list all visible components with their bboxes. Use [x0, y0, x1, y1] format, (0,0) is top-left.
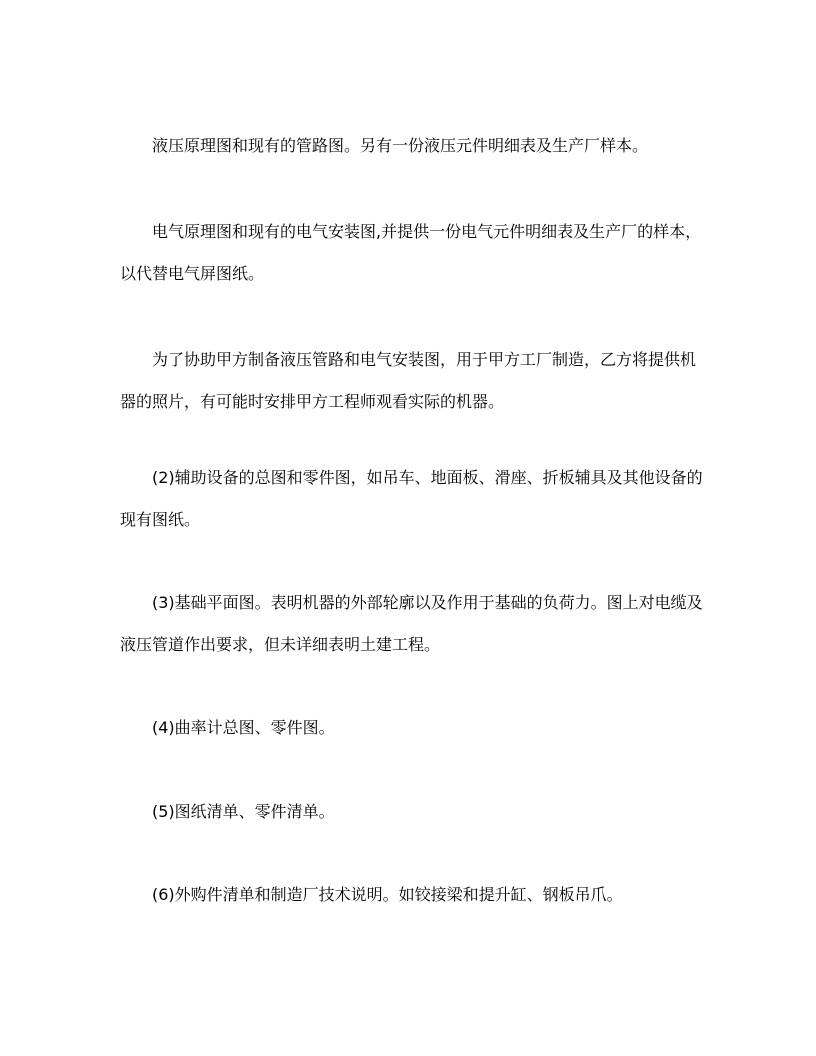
- paragraph-electrical-diagram: [120, 211, 700, 295]
- paragraph-line: 液压管道作出要求，但未详细表明土建工程。: [120, 635, 441, 654]
- paragraph-line: 电气原理图和现有的电气安装图,并提供一份电气元件明细表及生产厂的样本，: [152, 222, 702, 241]
- paragraph-line: 液压原理图和现有的管路图。另有一份液压元件明细表及生产厂样本。: [152, 136, 649, 155]
- paragraph-hydraulic-diagram: [120, 125, 700, 167]
- paragraph-line: 以代替电气屏图纸。: [120, 264, 265, 283]
- paragraph-item-5: [120, 791, 700, 833]
- paragraph-line: 现有图纸。: [120, 510, 201, 529]
- paragraph-photos: [120, 339, 700, 423]
- paragraph-line: 为了协助甲方制备液压管路和电气安装图，用于甲方工厂制造，乙方将提供机: [152, 350, 697, 369]
- paragraph-line: (2)辅助设备的总图和零件图，如吊车、地面板、滑座、折板辅具及其他设备的: [152, 468, 703, 487]
- paragraph-line: (6)外购件清单和制造厂技术说明。如铰接梁和提升缸、钢板吊爪。: [152, 885, 623, 904]
- paragraph-item-4: [120, 707, 700, 749]
- paragraph-item-2: [120, 457, 703, 541]
- paragraph-item-3: [120, 582, 703, 666]
- paragraph-item-6: [120, 874, 700, 916]
- paragraph-line: (4)曲率计总图、零件图。: [152, 718, 335, 737]
- paragraph-line: 器的照片，有可能时安排甲方工程师观看实际的机器。: [120, 392, 505, 411]
- paragraph-line: (3)基础平面图。表明机器的外部轮廓以及作用于基础的负荷力。图上对电缆及: [152, 593, 703, 612]
- paragraph-line: (5)图纸清单、零件清单。: [152, 802, 335, 821]
